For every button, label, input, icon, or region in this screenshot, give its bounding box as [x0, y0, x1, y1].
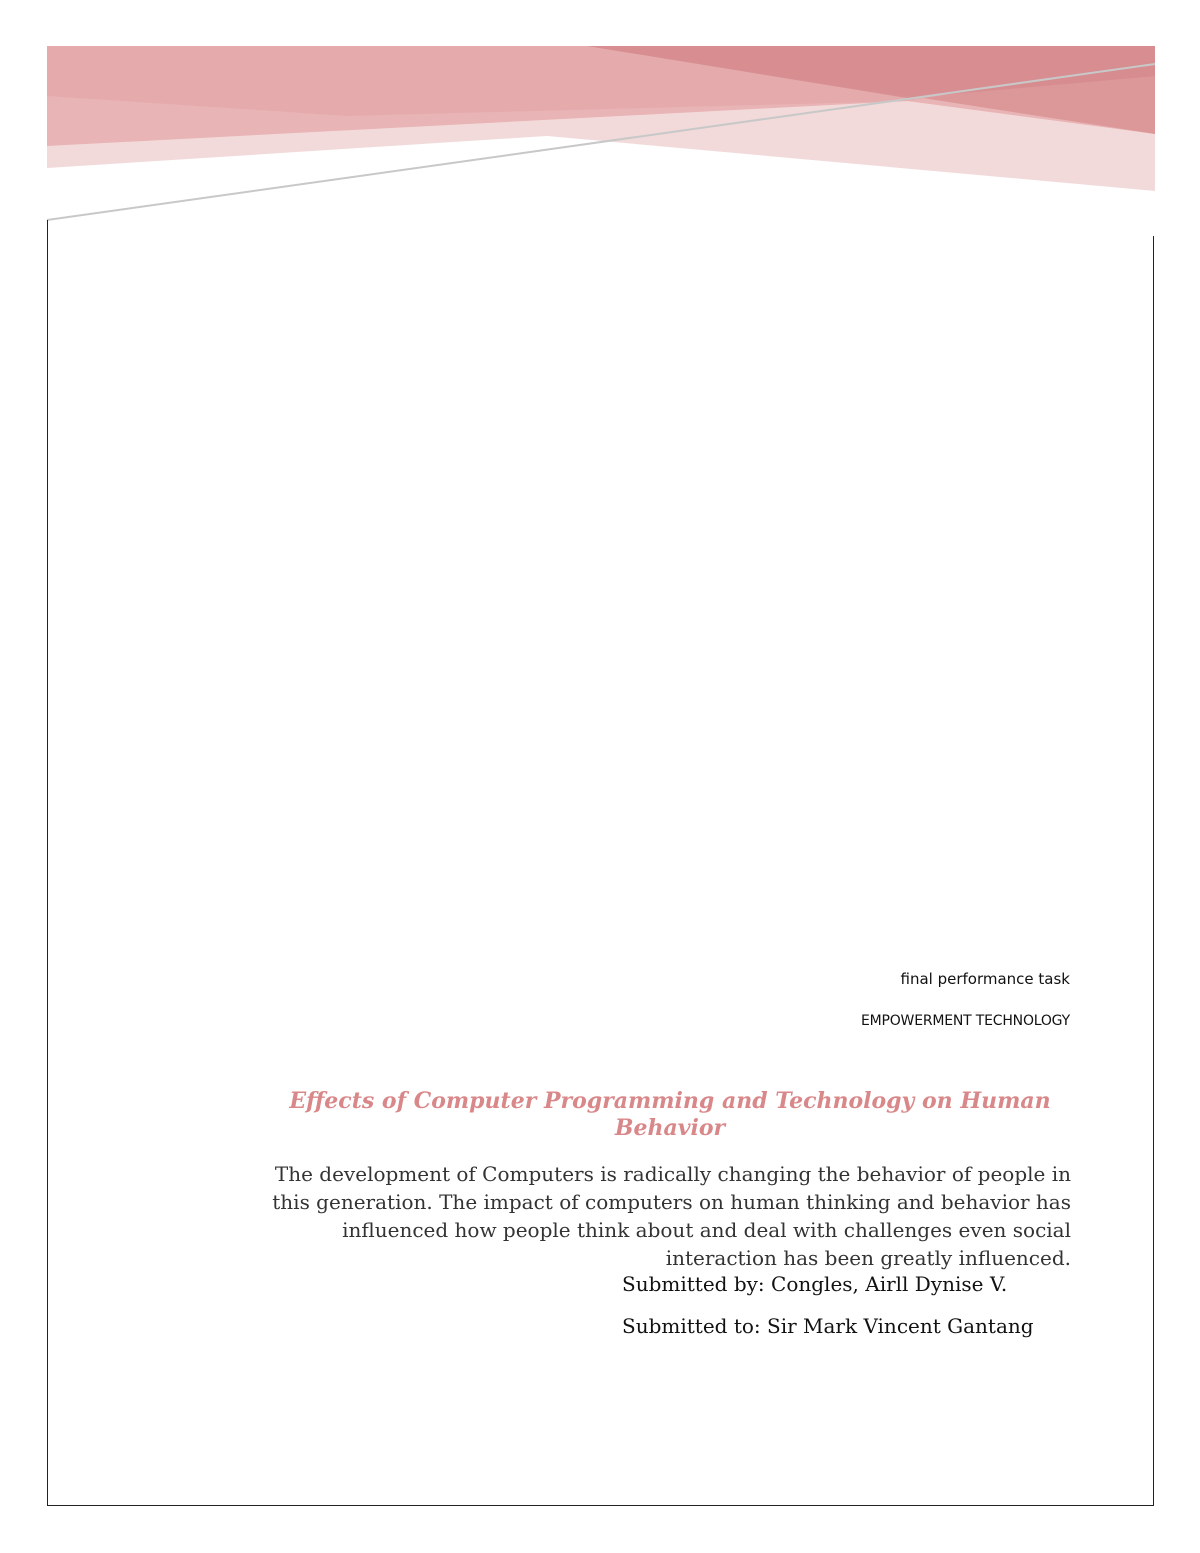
- header-banner-graphic: [47, 46, 1155, 226]
- abstract-text: The development of Computers is radically changing the behavior of people in this generation. The impact of computers on human thinking and behavior has influenced how people think about and deal with challenges even social interaction has been greatly influenced.: [272, 1162, 1071, 1270]
- task-label: final performance task: [900, 970, 1070, 988]
- page-border-left: [47, 220, 48, 1506]
- submitted-by: Submitted by: Congles, Airll Dynise V.: [622, 1272, 1008, 1296]
- subject-label: EMPOWERMENT TECHNOLOGY: [860, 1013, 1070, 1029]
- document-title: Effects of Computer Programming and Technology on Human Behavior: [289, 1088, 1051, 1141]
- submission-info: [622, 1270, 1072, 1354]
- page-border-bottom: [47, 1505, 1154, 1506]
- page-border-right: [1153, 236, 1154, 1506]
- submitted-to: Submitted to: Sir Mark Vincent Gantang: [622, 1314, 1034, 1338]
